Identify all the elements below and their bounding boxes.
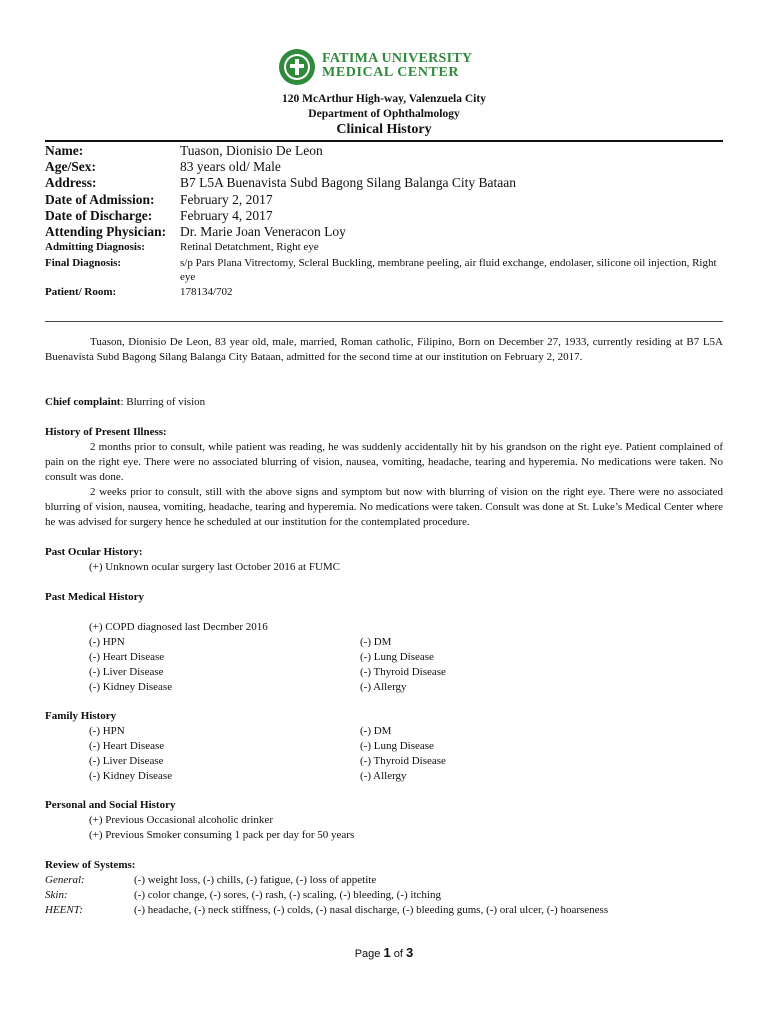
list-item: (-) Heart Disease — [89, 651, 165, 663]
name-value: Tuason, Dionisio De Leon — [180, 143, 323, 158]
info-row-discharge — [45, 208, 723, 224]
address-value: B7 L5A Buenavista Subd Bagong Silang Balanga City Bataan — [180, 175, 516, 191]
list-item: (-) Lung Disease — [360, 740, 434, 752]
ros-general-label: General: — [45, 874, 85, 886]
list-item: (-) HPN — [89, 636, 125, 648]
list-item: (-) Thyroid Disease — [360, 755, 446, 767]
discharge-value: February 4, 2017 — [180, 207, 273, 223]
chief-complaint-label: Chief complaint — [45, 396, 121, 408]
list-item: (-) Kidney Disease — [89, 770, 173, 782]
final-dx-value: s/p Pars Plana Vitrectomy, Scleral Buckling, membrane peeling, air fluid exchange, endolaser, silicone oil injection, Right eye — [180, 257, 717, 284]
document-title: Clinical History — [336, 122, 432, 137]
ros-heading: Review of Systems: — [45, 859, 136, 871]
past-ocular-heading: Past Ocular History: — [45, 546, 143, 558]
list-item: (-) DM — [360, 636, 392, 648]
page-footer — [0, 945, 768, 960]
info-row-final-dx — [45, 256, 723, 285]
info-row-agesex — [45, 159, 723, 175]
list-item: (-) Liver Disease — [89, 755, 164, 767]
hpi-paragraph-2: 2 weeks prior to consult, still with the above signs and symptom but now with blurring of vision on the right eye. There were no associated blurring of vision, nausea, vomiting, headache, tearing and hyperemia. No medications were taken. Consult was done at St. Luke’s Medical Center where he was advised for surgery hence he scheduled at our institution for the contemplated procedure. — [45, 486, 723, 528]
of-word: of — [393, 948, 403, 960]
list-item: (-) Heart Disease — [89, 740, 165, 752]
ros-heent-value: (-) headache, (-) neck stiffness, (-) colds, (-) nasal discharge, (-) bleeding gums, (-) oral ulcer, (-) hoarseness — [134, 904, 609, 916]
hpi-heading: History of Present Illness: — [45, 426, 167, 438]
department-name: Department of Ophthalmology — [308, 108, 460, 120]
name-label: Name: — [45, 143, 84, 158]
list-item: (-) Kidney Disease — [89, 681, 173, 693]
family-history-heading: Family History — [45, 710, 117, 722]
list-item: (-) Allergy — [360, 770, 407, 782]
list-item: (-) HPN — [89, 725, 125, 737]
info-row-name — [45, 143, 723, 159]
agesex-label: Age/Sex: — [45, 159, 96, 175]
past-ocular-item: (+) Unknown ocular surgery last October 2016 at FUMC — [89, 561, 341, 573]
past-medical-left-list — [89, 635, 172, 695]
list-item: (-) Liver Disease — [89, 666, 164, 678]
past-medical-heading: Past Medical History — [45, 591, 144, 603]
physician-label: Attending Physician: — [45, 223, 167, 239]
info-row-address — [45, 175, 723, 191]
header-divider — [45, 140, 723, 142]
info-divider — [45, 321, 723, 322]
logo-line-2: MEDICAL CENTER — [322, 65, 460, 80]
admission-value: February 2, 2017 — [180, 191, 273, 207]
page-word: Page — [354, 948, 381, 960]
ros-heent-label: HEENT: — [45, 904, 83, 916]
past-medical-right-list — [360, 635, 446, 695]
family-right-list — [360, 724, 446, 784]
room-label: Patient/ Room: — [45, 286, 117, 299]
info-row-admitting-dx — [45, 240, 723, 256]
chief-complaint — [45, 395, 723, 410]
list-item: (-) Thyroid Disease — [360, 666, 446, 678]
list-item: (-) Lung Disease — [360, 651, 434, 663]
hospital-logo — [278, 48, 478, 88]
ros-general-value: (-) weight loss, (-) chills, (-) fatigue, (-) loss of appetite — [134, 874, 377, 886]
logo-line-1: FATIMA UNIVERSITY — [322, 51, 473, 66]
past-medical-copd: (+) COPD diagnosed last Decmber 2016 — [89, 621, 268, 633]
admitting-dx-label: Admitting Diagnosis: — [45, 241, 145, 254]
patient-info — [45, 143, 723, 301]
intro-paragraph: Tuason, Dionisio De Leon, 83 year old, male, married, Roman catholic, Filipino, Born on December 27, 1933, currently residing at B7 L5A Buenavista Subd Bagong Silang Balanga City Bataan, admitted for the second time at our institution on February 2, 2017. — [45, 336, 723, 363]
info-row-admission — [45, 192, 723, 208]
hpi-paragraph-1: 2 months prior to consult, while patient was reading, he was suddenly accidentally hit by his grandson on the right eye. Patient complained of pain on the right eye. There were no associated blurring of vision, nausea, vomiting, headache, tearing and hyperemia. No medications were taken. No consult was done. — [45, 441, 723, 483]
list-item: (+) Previous Occasional alcoholic drinker — [89, 814, 273, 826]
current-page: 1 — [383, 945, 391, 960]
physician-value: Dr. Marie Joan Veneracon Loy — [180, 223, 346, 239]
info-row-room — [45, 285, 723, 301]
admitting-dx-value: Retinal Detatchment, Right eye — [180, 241, 319, 254]
list-item: (-) Allergy — [360, 681, 407, 693]
chief-complaint-text: : Blurring of vision — [120, 396, 206, 408]
social-history-heading: Personal and Social History — [45, 799, 176, 811]
social-history-list — [89, 813, 354, 843]
final-dx-label: Final Diagnosis: — [45, 257, 122, 270]
discharge-label: Date of Discharge: — [45, 207, 153, 223]
ros-skin-value: (-) color change, (-) sores, (-) rash, (-) scaling, (-) bleeding, (-) itching — [134, 889, 441, 901]
list-item: (-) DM — [360, 725, 392, 737]
list-item: (+) Previous Smoker consuming 1 pack per day for 50 years — [89, 829, 355, 841]
institution-address: 120 McArthur High-way, Valenzuela City — [282, 93, 486, 105]
admission-label: Date of Admission: — [45, 191, 155, 207]
agesex-value: 83 years old/ Male — [180, 159, 281, 175]
family-left-list — [89, 724, 172, 784]
info-row-physician — [45, 224, 723, 240]
address-label: Address: — [45, 175, 97, 191]
total-pages: 3 — [406, 945, 414, 960]
seal-icon — [278, 48, 316, 86]
room-value: 178134/702 — [180, 286, 233, 299]
ros-skin-label: Skin: — [45, 889, 68, 901]
